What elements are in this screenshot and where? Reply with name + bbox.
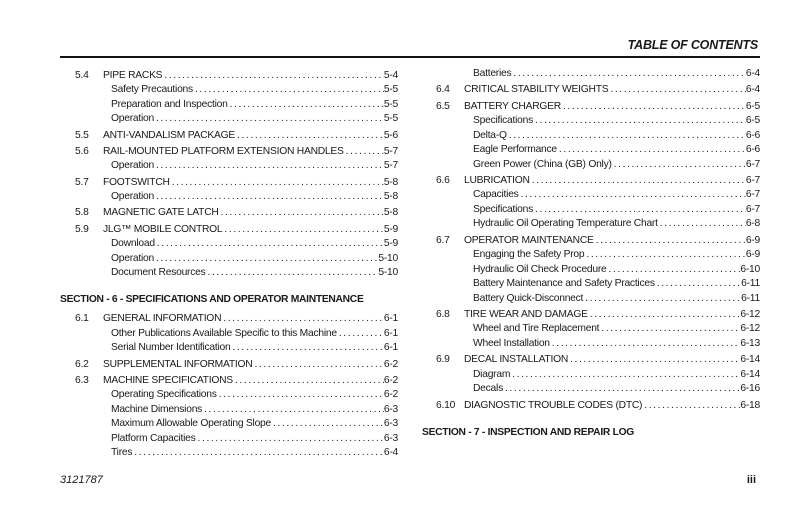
entry-page: 6-9 [745, 249, 760, 261]
dot-leader [230, 341, 383, 356]
entry-page: 6-4 [745, 68, 760, 79]
entry-number [422, 129, 473, 144]
toc-subentry[interactable] [422, 382, 760, 397]
entry-page: 6-11 [741, 292, 760, 304]
entry-page: 6-4 [745, 84, 760, 96]
toc-subentry[interactable] [422, 143, 760, 158]
dot-leader [155, 237, 384, 252]
entry-page: 5-8 [383, 207, 398, 219]
dot-leader [221, 312, 384, 327]
entry-title: Decals [473, 383, 503, 395]
page-header-title: TABLE OF CONTENTS [627, 38, 758, 52]
entry-number [422, 217, 473, 232]
toc-subentry[interactable] [60, 83, 398, 98]
toc-subentry[interactable] [422, 129, 760, 144]
dot-leader [642, 399, 740, 414]
dot-leader [511, 67, 745, 82]
toc-entry[interactable] [422, 174, 760, 189]
entry-title: Hydraulic Oil Check Procedure [473, 263, 607, 275]
dot-leader [154, 252, 378, 267]
section-6-heading[interactable]: SECTION - 6 - SPECIFICATIONS AND OPERATOR MAINTENANCE [60, 293, 364, 305]
toc-subentry[interactable] [422, 337, 760, 352]
entry-number [60, 341, 111, 356]
toc-subentry[interactable] [60, 266, 398, 281]
dot-leader [568, 353, 740, 368]
entry-title: Maximum Allowable Operating Slope [111, 418, 272, 430]
entry-number [422, 114, 473, 129]
dot-leader [533, 203, 746, 218]
entry-page: 6-10 [740, 263, 760, 275]
entry-number [422, 248, 473, 263]
toc-subentry[interactable] [422, 368, 760, 383]
entry-title: Download [111, 238, 155, 250]
entry-number [60, 159, 111, 174]
entry-number: 6.10 [436, 399, 456, 411]
entry-page: 6-5 [745, 100, 760, 112]
entry-page: 5-9 [383, 238, 398, 250]
entry-title: DECAL INSTALLATION [464, 354, 569, 366]
entry-title: Document Resources [111, 267, 206, 279]
dot-leader [658, 217, 746, 232]
dot-leader [170, 176, 384, 191]
entry-title: Serial Number Identification [111, 342, 231, 354]
dot-leader [584, 248, 746, 263]
entry-title: Batteries [473, 68, 512, 79]
toc-entry[interactable] [422, 234, 760, 249]
toc-subentry[interactable] [60, 112, 398, 127]
entry-page: 6-16 [740, 383, 760, 395]
entry-title: Hydraulic Oil Operating Temperature Chart [473, 218, 658, 230]
toc-subentry[interactable] [422, 277, 760, 292]
entry-page: 6-9 [745, 234, 760, 246]
entry-page: 5-5 [383, 98, 398, 110]
entry-number: 5.7 [75, 176, 89, 188]
toc-entry[interactable] [60, 145, 398, 160]
entry-title: Specifications [473, 203, 534, 215]
entry-page: 6-11 [741, 278, 760, 290]
entry-title: Battery Maintenance and Safety Practices [473, 278, 655, 290]
dot-leader [607, 263, 741, 278]
entry-page: 6-18 [740, 399, 760, 411]
toc-entry[interactable] [60, 69, 398, 84]
dot-leader [344, 145, 384, 160]
entry-title: Operation [111, 113, 154, 125]
entry-number [60, 237, 111, 252]
entry-page: 6-8 [745, 218, 760, 230]
entry-number [422, 322, 473, 337]
entry-number: 6.5 [436, 100, 450, 112]
toc-subentry[interactable] [422, 158, 760, 173]
dot-leader [196, 432, 384, 447]
dot-leader [561, 100, 746, 115]
entry-number: 6.1 [75, 313, 89, 325]
entry-number [422, 188, 473, 203]
entry-number: 6.4 [436, 84, 450, 96]
entry-title: Platform Capacities [111, 432, 196, 444]
entry-page: 5-5 [383, 84, 398, 96]
toc-subentry[interactable] [422, 248, 760, 263]
entry-title: Eagle Performance [473, 144, 557, 156]
entry-number: 6.7 [436, 234, 450, 246]
dot-leader [510, 368, 740, 383]
toc-subentry[interactable] [60, 98, 398, 113]
entry-title: ANTI-VANDALISM PACKAGE [103, 129, 236, 141]
dot-leader [550, 337, 741, 352]
entry-page: 6-2 [383, 389, 398, 401]
entry-title: OPERATOR MAINTENANCE [464, 234, 594, 246]
toc-entry[interactable] [60, 374, 398, 389]
entry-page: 6-13 [740, 337, 760, 349]
dot-leader [162, 69, 384, 84]
dot-leader [252, 358, 383, 373]
toc-entry[interactable] [60, 176, 398, 191]
entry-title: SUPPLEMENTAL INFORMATION [103, 358, 253, 370]
entry-title: Capacities [473, 189, 519, 201]
entry-page: 6-3 [383, 432, 398, 444]
dot-leader [193, 83, 384, 98]
toc-entry[interactable] [60, 223, 398, 238]
entry-title: BATTERY CHARGER [464, 100, 561, 112]
toc-subentry[interactable] [60, 252, 398, 267]
entry-page: 6-1 [383, 342, 398, 354]
entry-title: Wheel and Tire Replacement [473, 323, 600, 335]
entry-title: Safety Precautions [111, 84, 193, 96]
toc-subentry[interactable] [422, 322, 760, 337]
dot-leader [655, 277, 741, 292]
toc-subentry[interactable] [422, 203, 760, 218]
toc-subentry[interactable] [60, 159, 398, 174]
entry-title: Delta-Q [473, 129, 507, 141]
entry-title: Operation [111, 160, 154, 172]
entry-number [60, 190, 111, 205]
toc-subentry[interactable] [422, 217, 760, 232]
toc-entry[interactable] [422, 83, 760, 98]
dot-leader [533, 114, 746, 129]
entry-title: DIAGNOSTIC TROUBLE CODES (DTC) [464, 399, 643, 411]
entry-title: Wheel Installation [473, 337, 550, 349]
toc-entry[interactable] [422, 399, 760, 414]
dot-leader [233, 374, 384, 389]
entry-title: PIPE RACKS [103, 69, 163, 81]
entry-title: GENERAL INFORMATION [103, 313, 222, 325]
entry-number [60, 252, 111, 267]
entry-page: 6-2 [383, 374, 398, 386]
toc-subentry[interactable] [422, 292, 760, 307]
entry-number [422, 67, 473, 82]
entry-page: 6-6 [745, 144, 760, 156]
entry-page: 5-8 [383, 191, 398, 203]
toc-right-column [422, 67, 760, 441]
entry-number [60, 417, 111, 432]
entry-number [60, 327, 111, 342]
entry-page: 6-6 [745, 129, 760, 141]
dot-leader [202, 403, 384, 418]
entry-title: JLG™ MOBILE CONTROL [103, 223, 223, 235]
toc-subentry[interactable] [422, 67, 760, 82]
entry-number [422, 158, 473, 173]
entry-title: LUBRICATION [464, 174, 530, 186]
dot-leader [594, 234, 746, 249]
entry-number [60, 266, 111, 281]
dot-leader [608, 83, 746, 98]
dot-leader [337, 327, 384, 342]
entry-page: 5-10 [378, 252, 398, 264]
entry-title: Other Publications Available Specific to this Machine [111, 327, 337, 339]
dot-leader [132, 446, 384, 461]
entry-page: 5-7 [383, 145, 398, 157]
section-7-heading[interactable]: SECTION - 7 - INSPECTION AND REPAIR LOG [422, 427, 634, 439]
dot-leader [583, 292, 741, 307]
entry-number: 5.4 [75, 69, 89, 81]
entry-title: Diagram [473, 368, 511, 380]
dot-leader [612, 158, 746, 173]
entry-page: 6-3 [383, 403, 398, 415]
dot-leader [271, 417, 384, 432]
entry-page: 6-7 [745, 174, 760, 186]
entry-number [422, 337, 473, 352]
entry-number [60, 432, 111, 447]
entry-number [422, 368, 473, 383]
entry-page: 5-4 [383, 69, 398, 81]
dot-leader [228, 98, 384, 113]
entry-number [60, 83, 111, 98]
toc-entry[interactable] [60, 129, 398, 144]
dot-leader [154, 159, 384, 174]
entry-title: TIRE WEAR AND DAMAGE [464, 308, 588, 320]
dot-leader [503, 382, 740, 397]
toc-subentry[interactable] [60, 417, 398, 432]
toc-subentry[interactable] [422, 114, 760, 129]
header-rule [60, 56, 760, 58]
entry-title: Specifications [473, 115, 534, 127]
toc-subentry[interactable] [60, 237, 398, 252]
document-number: 3121787 [60, 474, 103, 486]
dot-leader [222, 223, 383, 238]
entry-page: 6-12 [740, 323, 760, 335]
entry-title: CRITICAL STABILITY WEIGHTS [464, 84, 609, 96]
dot-leader [530, 174, 746, 189]
entry-number [422, 382, 473, 397]
entry-page: 5-7 [383, 160, 398, 172]
dot-leader [217, 388, 384, 403]
entry-number: 6.8 [436, 308, 450, 320]
dot-leader [219, 206, 384, 221]
entry-page: 5-5 [383, 113, 398, 125]
entry-page: 6-12 [740, 308, 760, 320]
toc-entry[interactable] [422, 353, 760, 368]
entry-title: Battery Quick-Disconnect [473, 292, 584, 304]
toc-subentry[interactable] [60, 432, 398, 447]
entry-page: 6-2 [383, 358, 398, 370]
toc-subentry[interactable] [422, 188, 760, 203]
toc-entry[interactable] [422, 100, 760, 115]
toc-subentry[interactable] [422, 263, 760, 278]
toc-left-column [60, 67, 398, 461]
entry-number: 5.5 [75, 129, 89, 141]
entry-number [60, 112, 111, 127]
entry-number: 6.9 [436, 354, 450, 366]
entry-page: 6-7 [745, 203, 760, 215]
entry-page: 6-5 [745, 115, 760, 127]
entry-number: 6.6 [436, 174, 450, 186]
entry-page: 6-1 [383, 327, 398, 339]
entry-page: 6-1 [383, 313, 398, 325]
entry-number: 6.2 [75, 358, 89, 370]
entry-title: Green Power (China (GB) Only) [473, 158, 612, 170]
entry-number: 6.3 [75, 374, 89, 386]
dot-leader [235, 129, 384, 144]
entry-number [422, 263, 473, 278]
toc-entry[interactable] [422, 308, 760, 323]
entry-title: MAGNETIC GATE LATCH [103, 207, 219, 219]
entry-title: Operation [111, 252, 154, 264]
entry-number [422, 292, 473, 307]
entry-number: 5.8 [75, 207, 89, 219]
entry-title: Tires [111, 447, 133, 459]
entry-page: 5-9 [383, 223, 398, 235]
toc-subentry[interactable] [60, 446, 398, 461]
dot-leader [154, 190, 384, 205]
entry-number [422, 277, 473, 292]
dot-leader [154, 112, 384, 127]
entry-number [422, 203, 473, 218]
entry-page: 5-8 [383, 176, 398, 188]
toc-entry[interactable] [60, 312, 398, 327]
toc-subentry[interactable] [60, 190, 398, 205]
toc-entry[interactable] [60, 358, 398, 373]
toc-subentry[interactable] [60, 341, 398, 356]
entry-title: FOOTSWITCH [103, 176, 170, 188]
entry-page: 5-6 [383, 129, 398, 141]
toc-subentry[interactable] [60, 403, 398, 418]
entry-title: Operating Specifications [111, 389, 217, 401]
entry-number: 5.6 [75, 145, 89, 157]
entry-title: Machine Dimensions [111, 403, 203, 415]
entry-number [60, 388, 111, 403]
dot-leader [557, 143, 746, 158]
dot-leader [519, 188, 746, 203]
entry-title: Preparation and Inspection [111, 98, 228, 110]
entry-page: 6-14 [740, 368, 760, 380]
entry-number [422, 143, 473, 158]
dot-leader [507, 129, 746, 144]
toc-subentry[interactable] [60, 388, 398, 403]
entry-number [60, 98, 111, 113]
toc-subentry[interactable] [60, 327, 398, 342]
entry-title: Operation [111, 191, 154, 203]
entry-page: 6-3 [383, 418, 398, 430]
page-number: iii [746, 474, 756, 486]
entry-page: 6-14 [740, 354, 760, 366]
toc-entry[interactable] [60, 206, 398, 221]
entry-title: MACHINE SPECIFICATIONS [103, 374, 233, 386]
entry-page: 6-4 [383, 447, 398, 459]
entry-number: 5.9 [75, 223, 89, 235]
dot-leader [588, 308, 741, 323]
entry-page: 5-10 [378, 267, 398, 279]
dot-leader [599, 322, 740, 337]
entry-page: 6-7 [745, 158, 760, 170]
entry-title: Engaging the Safety Prop [473, 249, 585, 261]
entry-page: 6-7 [745, 189, 760, 201]
entry-number [60, 403, 111, 418]
entry-number [60, 446, 111, 461]
dot-leader [206, 266, 379, 281]
entry-title: RAIL-MOUNTED PLATFORM EXTENSION HANDLES [103, 145, 344, 157]
